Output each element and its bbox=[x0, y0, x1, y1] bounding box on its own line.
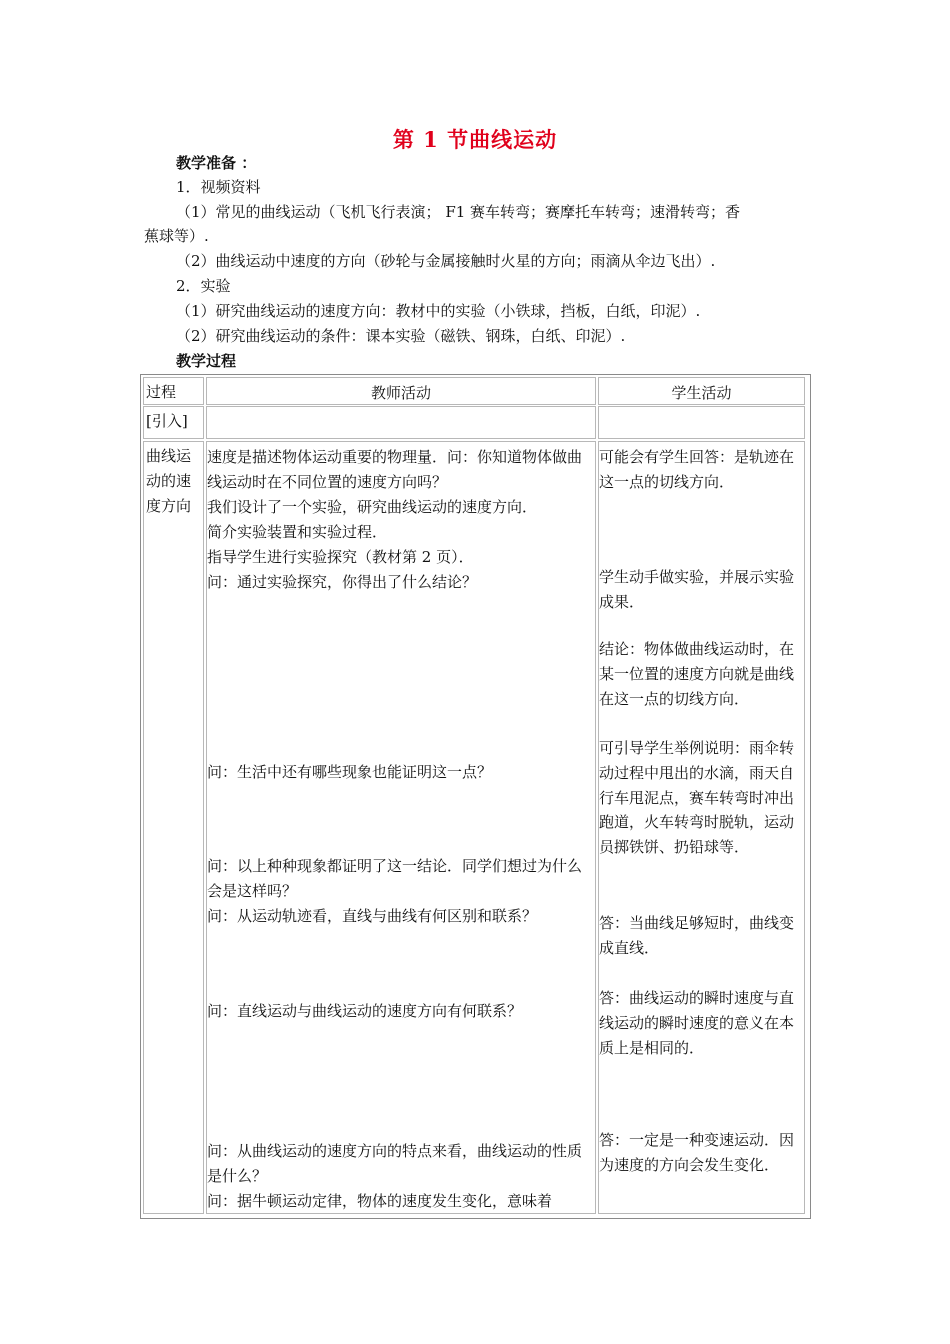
stage-cell bbox=[143, 441, 204, 1214]
header-teacher: 教师活动 bbox=[206, 377, 596, 405]
student-text: 可能会有学生回答：是轨迹在这一点的切线方向． bbox=[599, 448, 795, 491]
student-cell bbox=[598, 441, 805, 1214]
teacher-text: 问：从曲线运动的速度方向的特点来看，曲线运动的性质是什么？ bbox=[207, 1142, 583, 1185]
prep-item-2-2: （2）研究曲线运动的条件：课本实验（磁铁、钢珠，白纸、印泥）. bbox=[176, 327, 626, 345]
student-text: 答：曲线运动的瞬时速度与直线运动的瞬时速度的意义在本质上是相同的． bbox=[599, 989, 795, 1057]
student-text: 答：当曲线足够短时，曲线变成直线． bbox=[599, 914, 795, 957]
prep-item-1-1: （1）常见的曲线运动（飞机飞行表演； F1 赛车转弯；赛摩托车转弯；速滑转弯；香 bbox=[176, 203, 741, 221]
teacher-text: 问：通过实验探究，你得出了什么结论？ bbox=[207, 573, 478, 591]
teacher-text: 指导学生进行实验探究（教材第 2 页）． bbox=[207, 548, 474, 566]
header-student: 学生活动 bbox=[598, 377, 805, 405]
teacher-text: 问：以上种种现象都证明了这一结论．同学们想过为什么会是这样吗？ bbox=[207, 857, 583, 900]
header-process: 过程 bbox=[143, 377, 204, 405]
student-text: 学生动手做实验，并展示实验成果． bbox=[599, 568, 795, 611]
student-text: 可引导学生举例说明：雨伞转动过程中甩出的水滴，雨天自行车甩泥点，赛车转弯时冲出跑道，火车转弯时脱轨，运动员掷铁饼、扔铅球等． bbox=[599, 739, 795, 857]
process-heading: 教学过程 bbox=[176, 352, 237, 370]
teacher-text: 问：直线运动与曲线运动的速度方向有何联系？ bbox=[207, 1002, 523, 1020]
prep-heading: 教学准备 ： bbox=[176, 154, 257, 172]
prep-item-1-2: （2）曲线运动中速度的方向（砂轮与金属接触时火星的方向；雨滴从伞边飞出）. bbox=[176, 252, 716, 270]
prep-item-1: 1．视频资料 bbox=[176, 178, 261, 196]
teacher-text: 速度是描述物体运动重要的物理量．问：你知道物体做曲线运动时在不同位置的速度方向吗？ bbox=[207, 448, 583, 491]
intro-label: [引入] bbox=[143, 406, 204, 439]
stage-label: 曲线运动的速度方向 bbox=[146, 447, 192, 515]
teacher-text: 问：生活中还有哪些现象也能证明这一点？ bbox=[207, 763, 493, 781]
teacher-cell bbox=[206, 441, 596, 1214]
prep-item-2: 2．实验 bbox=[176, 277, 231, 295]
prep-item-1-1-cont: 蕉球等）. bbox=[144, 227, 209, 245]
teacher-text: 我们设计了一个实验，研究曲线运动的速度方向． bbox=[207, 498, 538, 516]
page-title: 第 1 节曲线运动 bbox=[392, 127, 558, 152]
student-text: 结论：物体做曲线运动时，在某一位置的速度方向就是曲线在这一点的切线方向． bbox=[599, 640, 795, 708]
intro-student-cell bbox=[598, 406, 805, 439]
teacher-text: 问：从运动轨迹看，直线与曲线有何区别和联系？ bbox=[207, 907, 538, 925]
student-text: 答：一定是一种变速运动．因为速度的方向会发生变化． bbox=[599, 1131, 795, 1174]
prep-item-2-1: （1）研究曲线运动的速度方向：教材中的实验（小铁球，挡板，白纸，印泥）. bbox=[176, 302, 701, 320]
teacher-text: 问：据牛顿运动定律，物体的速度发生变化，意味着 bbox=[207, 1192, 553, 1210]
teacher-text: 简介实验装置和实验过程． bbox=[207, 523, 388, 541]
intro-teacher-cell bbox=[206, 406, 596, 439]
